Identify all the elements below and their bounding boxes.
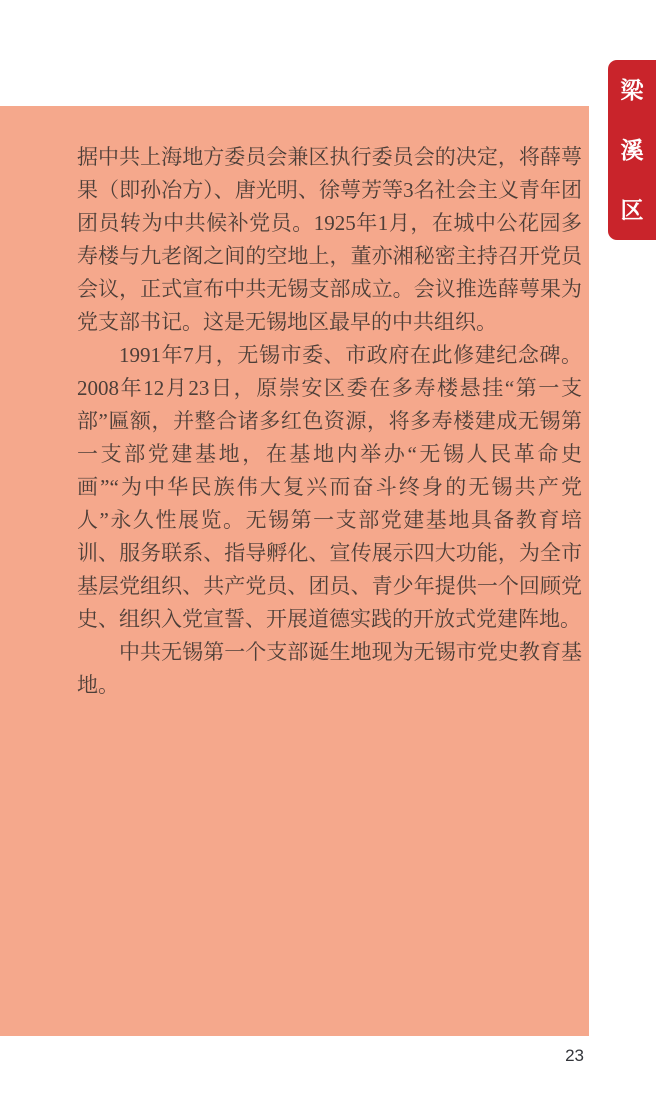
district-tab-char-1: 梁 — [620, 76, 644, 103]
page-number: 23 — [565, 1046, 584, 1065]
paragraph-1: 据中共上海地方委员会兼区执行委员会的决定，将薛萼果（即孙冶方）、唐光明、徐萼芳等3名社会主义青年团团员转为中共候补党员。1925年1月，在城中公花园多寿楼与九老阁之间的空地上，董亦湘秘密主持召开党员会议，正式宣布中共无锡支部成立。会议推选薛萼果为党支部书记。这是无锡地区最早的中共组织。 — [77, 145, 582, 334]
district-index-tab — [608, 60, 656, 240]
paragraph-2: 1991年7月，无锡市委、市政府在此修建纪念碑。2008年12月23日，原崇安区委在多寿楼悬挂“第一支部”匾额，并整合诸多红色资源，将多寿楼建成无锡第一支部党建基地，在基地内举办“无锡人民革命史画”“为中华民族伟大复兴而奋斗终身的无锡共产党人”永久性展览。无锡第一支部党建基地具备教育培训、服务联系、指导孵化、宣传展示四大功能，为全市基层党组织、共产党员、团员、青少年提供一个回顾党史、组织入党宣誓、开展道德实践的开放式党建阵地。 — [77, 343, 582, 631]
paragraph-3: 中共无锡第一个支部诞生地现为无锡市党史教育基地。 — [77, 640, 582, 697]
district-tab-char-2: 溪 — [620, 136, 644, 163]
content-panel — [0, 106, 589, 1036]
body-text — [0, 106, 589, 702]
district-tab-char-3: 区 — [620, 196, 644, 223]
